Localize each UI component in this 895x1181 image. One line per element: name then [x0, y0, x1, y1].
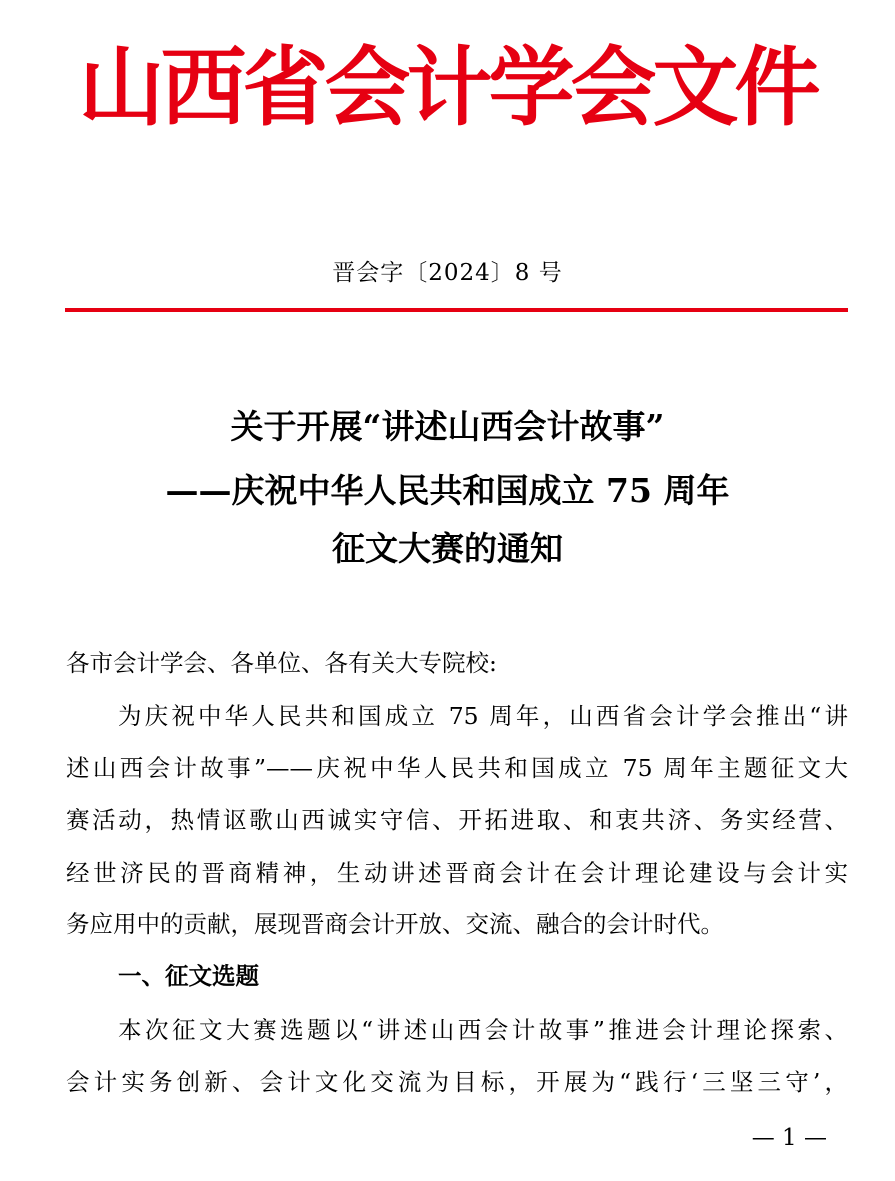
paragraph1-line: 经世济民的晋商精神，生动讲述晋商会计在会计理论建设与会计实 — [66, 859, 848, 887]
section-1-heading: 一、征文选题 — [118, 962, 259, 990]
paragraph2-line: 本次征文大赛选题以“讲述山西会计故事”推进会计理论探索、 — [118, 1016, 848, 1044]
document-number: 晋会字〔2024〕8 号 — [332, 260, 563, 286]
paragraph2-line: 会计实务创新、会计文化交流为目标，开展为“践行‘三坚三守’， — [66, 1068, 848, 1096]
paragraph1-line: 务应用中的贡献，展现晋商会计开放、交流、融合的会计时代。 — [66, 910, 724, 938]
notice-title-line-2: ——庆祝中华人民共和国成立 75 周年 — [165, 471, 730, 510]
salutation: 各市会计学会、各单位、各有关大专院校: — [66, 649, 497, 677]
paragraph1-line: 赛活动，热情讴歌山西诚实守信、开拓进取、和衷共济、务实经营、 — [66, 806, 848, 834]
header-divider-rule — [65, 308, 848, 312]
page-number: — 1 — — [751, 1125, 827, 1151]
document-header-title: 山西省会计学会文件 — [78, 37, 817, 138]
notice-title-line-3: 征文大赛的通知 — [332, 529, 563, 568]
paragraph1-line: 述山西会计故事”——庆祝中华人民共和国成立 75 周年主题征文大 — [66, 754, 848, 782]
notice-title-line-1: 关于开展“讲述山西会计故事” — [230, 407, 665, 446]
paragraph1-line: 为庆祝中华人民共和国成立 75 周年，山西省会计学会推出“讲 — [118, 702, 848, 730]
